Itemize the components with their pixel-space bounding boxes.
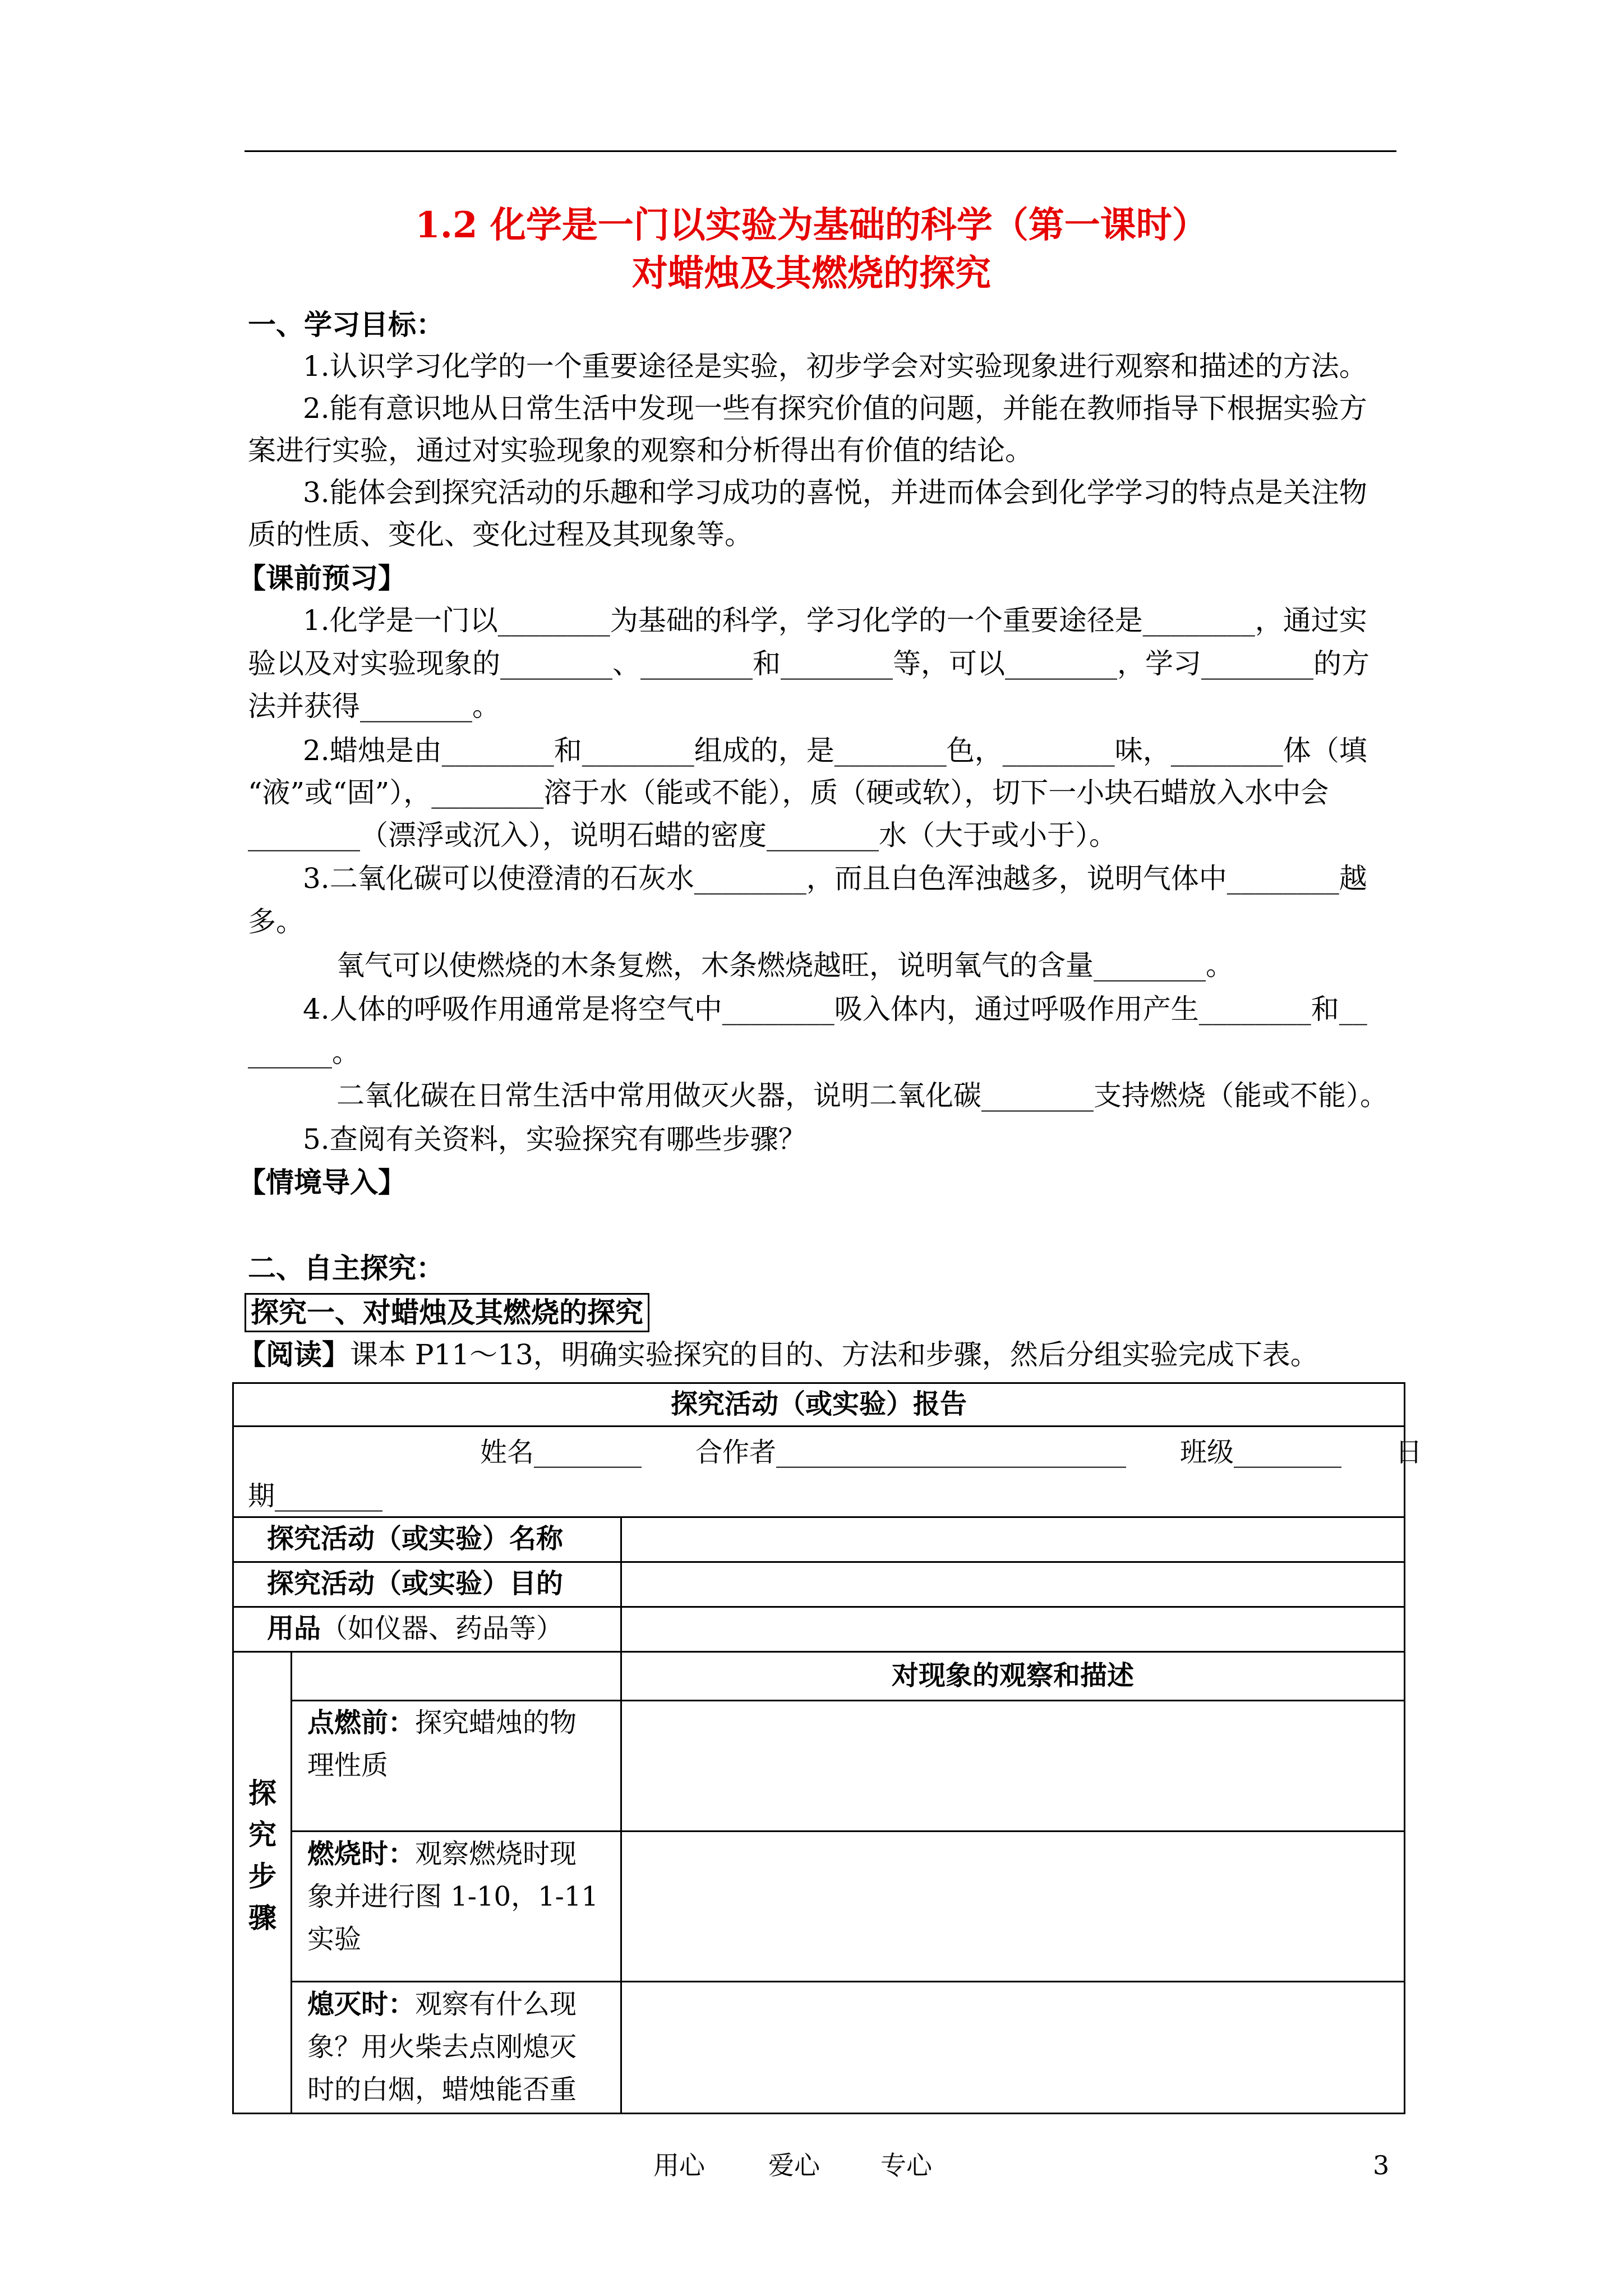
preview-line: 验以及对实验现象的________、________和________等，可以________，学习________的方: [248, 647, 1370, 680]
preview-line: 法并获得________。: [248, 690, 500, 723]
section1-heading: 一、学习目标：: [248, 308, 444, 341]
step-during-title: 燃烧时：: [307, 1838, 416, 1870]
steps-label: 探究步骤: [248, 1777, 276, 1934]
step-during: [307, 1833, 577, 1875]
goal-line: 质的性质、变化、变化过程及其现象等。: [248, 518, 753, 551]
page-number: 3: [1373, 2150, 1390, 2180]
preview-line: 3.二氧化碳可以使澄清的石灰水________，而且白色浑浊越多，说明气体中________越: [303, 862, 1367, 895]
step-before-line2: 理性质: [307, 1750, 389, 1781]
page-subtitle: 对蜡烛及其燃烧的探究: [632, 252, 991, 295]
preview-line: 5.查阅有关资料，实验探究有哪些步骤？: [303, 1123, 806, 1156]
row-items-bold: 用品: [267, 1613, 321, 1644]
step-after-line3: 时的白烟，蜡烛能否重: [307, 2074, 577, 2105]
row-purpose-label: 探究活动（或实验）目的: [267, 1568, 564, 1599]
step-during-text: 观察燃烧时现: [415, 1838, 577, 1870]
footer-item: 爱心: [768, 2150, 820, 2180]
header-rule: [245, 150, 1396, 152]
preview-line: 二氧化碳在日常生活中常用做灭火器，说明二氧化碳________支持燃烧（能或不能）。: [336, 1079, 1388, 1112]
goal-line: 1.认识学习化学的一个重要途径是实验，初步学会对实验现象进行观察和描述的方法。: [303, 350, 1367, 383]
observation-header: 对现象的观察和描述: [891, 1660, 1134, 1691]
step-after-line2: 象？用火柴去点刚熄灭: [307, 2031, 577, 2063]
report-header: 探究活动（或实验）报告: [670, 1388, 967, 1420]
step-during-line2: 象并进行图 1-10，1-11: [307, 1881, 598, 1912]
reading-line: [238, 1336, 1318, 1373]
step-before: [307, 1702, 577, 1743]
goal-line: 2.能有意识地从日常生活中发现一些有探究价值的问题，并能在教师指导下根据实验方: [303, 392, 1367, 425]
step-after: [307, 1984, 577, 2025]
preview-heading: 【课前预习】: [238, 562, 406, 595]
footer-item: 专心: [880, 2150, 932, 2180]
inquiry-box-title: 探究一、对蜡烛及其燃烧的探究: [245, 1293, 649, 1332]
page-title: 1.2 化学是一门以实验为基础的科学（第一课时）: [415, 204, 1208, 246]
step-after-title: 熄灭时：: [307, 1989, 416, 2020]
step-after-text: 观察有什么现: [415, 1989, 577, 2020]
preview-line: 1.化学是一门以________为基础的科学，学习化学的一个重要途径是________，通过实: [303, 604, 1367, 637]
section2-heading: 二、自主探究：: [248, 1251, 444, 1285]
goal-line: 案进行实验，通过对实验现象的观察和分析得出有价值的结论。: [248, 434, 1033, 467]
preview-line: 氧气可以使燃烧的木条复燃，木条燃烧越旺，说明氧气的含量________。: [336, 949, 1234, 982]
footer-item: 用心: [653, 2150, 705, 2180]
preview-line: 多。: [248, 905, 304, 938]
row-items-rest: （如仪器、药品等）: [321, 1613, 564, 1644]
step-before-title: 点燃前：: [307, 1707, 416, 1738]
preview-line: 4.人体的呼吸作用通常是将空气中________吸入体内，通过呼吸作用产生________和__: [303, 993, 1367, 1025]
report-info-line: 姓名________ 合作者__________________________ 班级________ 日: [480, 1437, 1423, 1468]
step-before-text: 探究蜡烛的物: [415, 1707, 577, 1738]
preview-line: ________（漂浮或沉入），说明石蜡的密度________水（大于或小于）。: [248, 819, 1117, 852]
reading-label: 【阅读】: [238, 1338, 350, 1371]
report-info-line: 期________: [248, 1480, 383, 1512]
row-name-label: 探究活动（或实验）名称: [267, 1523, 564, 1554]
reading-text: 课本 P11～13，明确实验探究的目的、方法和步骤，然后分组实验完成下表。: [350, 1338, 1318, 1371]
goal-line: 3.能体会到探究活动的乐趣和学习成功的喜悦，并进而体会到化学学习的特点是关注物: [303, 476, 1367, 509]
scenario-heading: 【情境导入】: [238, 1166, 406, 1199]
preview-line: ______。: [248, 1036, 360, 1069]
preview-line: 2.蜡烛是由________和________组成的，是________色，________味，________体（填: [303, 734, 1367, 767]
row-items-label: [267, 1608, 563, 1649]
preview-line: “液”或“固”），________溶于水（能或不能），质（硬或软），切下一小块石蜡放入水中会: [248, 776, 1329, 809]
step-during-line3: 实验: [307, 1924, 362, 1955]
